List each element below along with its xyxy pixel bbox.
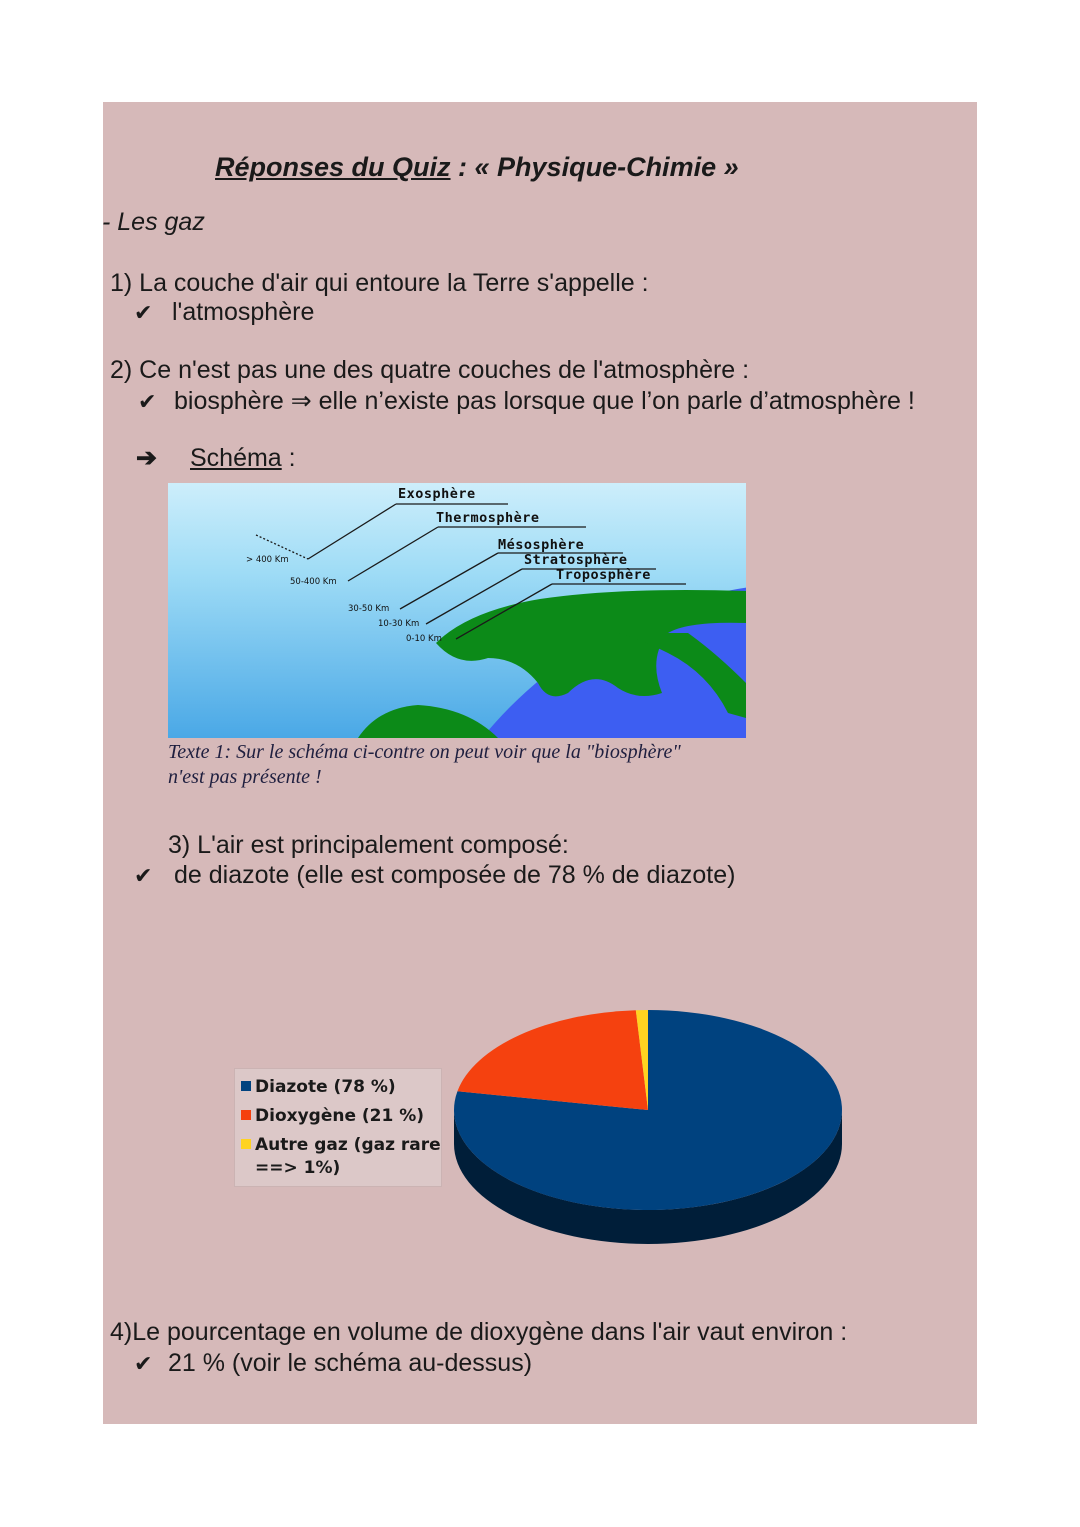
question-2: 2) Ce n'est pas une des quatre couches de l'atmosphère : [110,356,750,384]
legend-entry-autre-gaz-cont: ==> 1%) [255,1158,341,1178]
altitude-label: 0-10 Km [406,634,442,644]
legend-swatch [241,1110,251,1120]
legend-entry-dioxygene: Dioxygène (21 %) [241,1105,424,1127]
question-3: 3) L'air est principalement composé: [168,831,569,859]
layer-label-stratosphere: Stratosphère [524,552,628,568]
layer-label-troposphere: Troposphère [556,567,651,583]
question-1: 1) La couche d'air qui entoure la Terre s'appelle : [110,269,649,297]
answer-4: ✔ 21 % (voir le schéma au-dessus) [134,1349,533,1377]
check-icon: ✔ [134,863,153,888]
answer-3: ✔ de diazote (elle est composée de 78 % de diazote) [134,861,736,889]
altitude-label: 50-400 Km [290,577,337,587]
altitude-label: > 400 Km [246,555,289,565]
altitude-label: 30-50 Km [348,604,390,614]
layer-label-exosphere: Exosphère [398,486,476,502]
legend-entry-diazote: Diazote (78 %) [241,1076,396,1098]
check-icon: ✔ [134,1351,153,1376]
question-4: 4)Le pourcentage en volume de dioxygène dans l'air vaut environ : [110,1318,848,1346]
layer-label-thermosphere: Thermosphère [436,510,540,526]
legend-swatch [241,1081,251,1091]
section-heading: - Les gaz [102,208,205,236]
answer-1: ✔ l'atmosphère [134,298,315,326]
arrow-right-icon: ➔ [136,444,157,472]
check-icon: ✔ [138,389,157,414]
legend-entry-autre-gaz: Autre gaz (gaz rare [241,1134,441,1156]
pie-chart [450,1005,850,1250]
altitude-label: 10-30 Km [378,619,420,629]
check-icon: ✔ [134,300,153,325]
atmosphere-diagram [168,483,746,738]
legend-swatch [241,1139,251,1149]
answer-2: ✔ biosphère ⇒ elle n’existe pas lorsque que l’on parle d’atmosphère ! [138,387,915,415]
schema-label: ➔ Schéma : [136,444,296,472]
page-title: Réponses du Quiz : « Physique-Chimie » [215,152,739,182]
diagram-caption: Texte 1: Sur le schéma ci-contre on peut voir que la "biosphère" n'est pas présente ! [168,741,681,788]
layer-label-mesosphere: Mésosphère [498,537,585,553]
chart-legend [234,1068,442,1187]
